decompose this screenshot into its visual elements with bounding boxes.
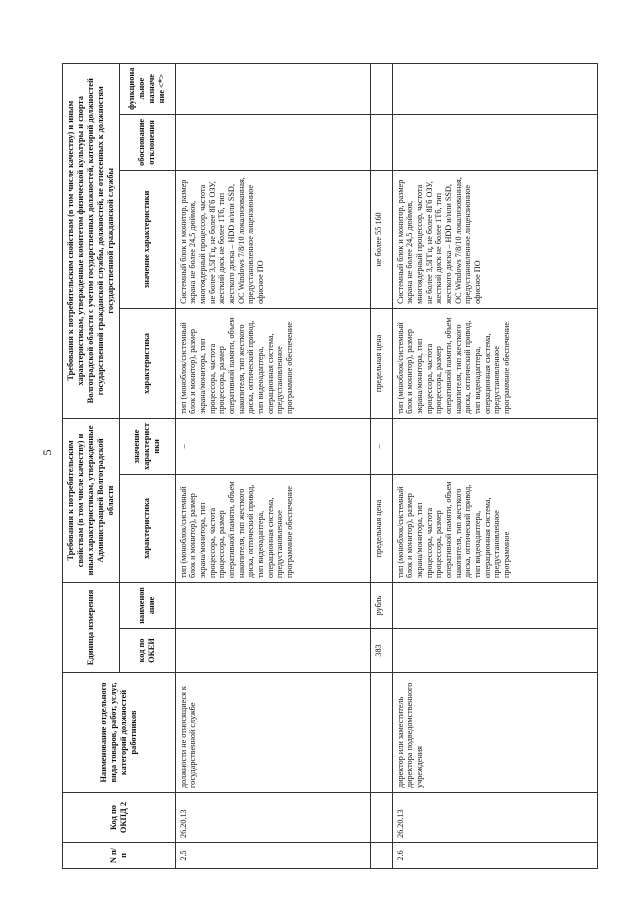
row-characteristic: предельная цена bbox=[370, 475, 392, 583]
header-req-committee: Требования к потребительским свойствам (в том числе качеству) и иным характеристикам, утвержденные комитетом физической культуры и спорта Волгоградской области с учетом государственных должностей, категорий должностей государственной гражданской службы, должностей, не отнесенных к должностям государственной гражданской службы bbox=[63, 63, 120, 418]
row-justification bbox=[370, 114, 392, 170]
row-unit-code bbox=[392, 629, 597, 673]
page-number: 5 bbox=[40, 449, 54, 456]
row-value bbox=[392, 418, 597, 474]
row-functional bbox=[392, 63, 597, 114]
header-n: N п/п bbox=[63, 843, 176, 869]
row-name: должности не относящиеся к государственной службе bbox=[175, 673, 370, 793]
requirements-table bbox=[62, 63, 598, 869]
row-justification bbox=[175, 114, 370, 170]
row-okpd: 26.20.13 bbox=[175, 793, 370, 843]
header-functional: функциона льное назначе ние <*> bbox=[119, 63, 175, 114]
row-characteristic-2: предельная цена bbox=[370, 308, 392, 418]
row-functional bbox=[175, 63, 370, 114]
row-name bbox=[370, 673, 392, 793]
row-characteristic-2: тип (моноблок/системный блок и монитор), размер экрана/монитора, тип процессора, частота процессора, размер оперативной памяти, объем накопителя, тип жесткого диска, оптический привод, тип видеоадаптера, операционная система, предустановленное программное обеспечение bbox=[175, 308, 370, 418]
row-unit-name bbox=[392, 583, 597, 629]
row-name: директор или заместитель директора подведомственного учреждения bbox=[392, 673, 597, 793]
row-unit-code: 383 bbox=[370, 629, 392, 673]
row-characteristic-2: тип (моноблок/системный блок и монитор), размер экрана/монитора, тип процессора, частота процессора, размер оперативной памяти, объем накопителя, тип жесткого диска, оптический привод, тип видеоадаптера, операционная система, предустановленное программное обеспечение bbox=[392, 308, 597, 418]
header-name: Наименование отдельного вида товаров, работ, услуг, категорий должностей работников bbox=[63, 673, 176, 793]
row-value-2: Системный блок и монитор, размер экрана не более 24,5 дюймов, многоядерный процессор, частота не более 3,5ГГц, не более 8Гб ОЗУ, жесткий диск не более 1Тб, тип жесткого диска – HDD и/или SSD, ОС Windows 7/8/10 локализованная, предустановленное лицензионное офисное ПО bbox=[175, 170, 370, 308]
header-okpd: Код по ОКПД 2 bbox=[63, 793, 176, 843]
header-value-2: значение характеристики bbox=[119, 170, 175, 308]
table-row bbox=[370, 63, 392, 868]
row-value-2: Системный блок и монитор, размер экрана не более 24,5 дюймов, многоядерный процессор, частота не более 3,5ГГц, не более 8Гб ОЗУ, жесткий диск не более 1Тб, тип жесткого диска – HDD и/или SSD, ОС Windows 7/8/10 локализованная, предустановленное лицензионное офисное ПО bbox=[392, 170, 597, 308]
header-value: значение характерист ики bbox=[119, 418, 175, 474]
row-unit-name bbox=[175, 583, 370, 629]
row-okpd bbox=[370, 793, 392, 843]
header-req-admin: Требования к потребительским свойствам (в том числе качеству) и иным характеристикам, утвержденные Администрацией Волгоградской области bbox=[63, 418, 120, 582]
row-value-2: не более 55 160 bbox=[370, 170, 392, 308]
table-row bbox=[175, 63, 370, 868]
header-unit-code: код по ОКЕИ bbox=[119, 629, 175, 673]
row-number bbox=[370, 843, 392, 869]
row-characteristic: тип (моноблок/системный блок и монитор), размер экрана/монитора, тип процессора, частота процессора, размер оперативной памяти, объем накопителя, тип жесткого диска, оптический привод, тип видеоадаптера, операционная система, предустановленное программное bbox=[392, 475, 597, 583]
header-unit: Единица измерения bbox=[63, 583, 120, 673]
header-justification: обоснование отклонения bbox=[119, 114, 175, 170]
row-unit-code bbox=[175, 629, 370, 673]
row-characteristic: тип (моноблок/системный блок и монитор), размер экрана/монитора, тип процессора, частота процессора, размер оперативной памяти, объем накопителя, тип жесткого диска, оптический привод, тип видеоадаптера, операционная система, предустановленное программное обеспечение bbox=[175, 475, 370, 583]
row-functional bbox=[370, 63, 392, 114]
row-justification bbox=[392, 114, 597, 170]
header-unit-name: наименов ание bbox=[119, 583, 175, 629]
header-characteristic-2: характеристика bbox=[119, 308, 175, 418]
header-characteristic: характеристика bbox=[119, 475, 175, 583]
row-value: – bbox=[370, 418, 392, 474]
row-number: 2.5 bbox=[175, 843, 370, 869]
table-row bbox=[392, 63, 597, 868]
row-number: 2.6 bbox=[392, 843, 597, 869]
row-okpd: 26.20.13 bbox=[392, 793, 597, 843]
row-unit-name: рубль bbox=[370, 583, 392, 629]
row-value: – bbox=[175, 418, 370, 474]
